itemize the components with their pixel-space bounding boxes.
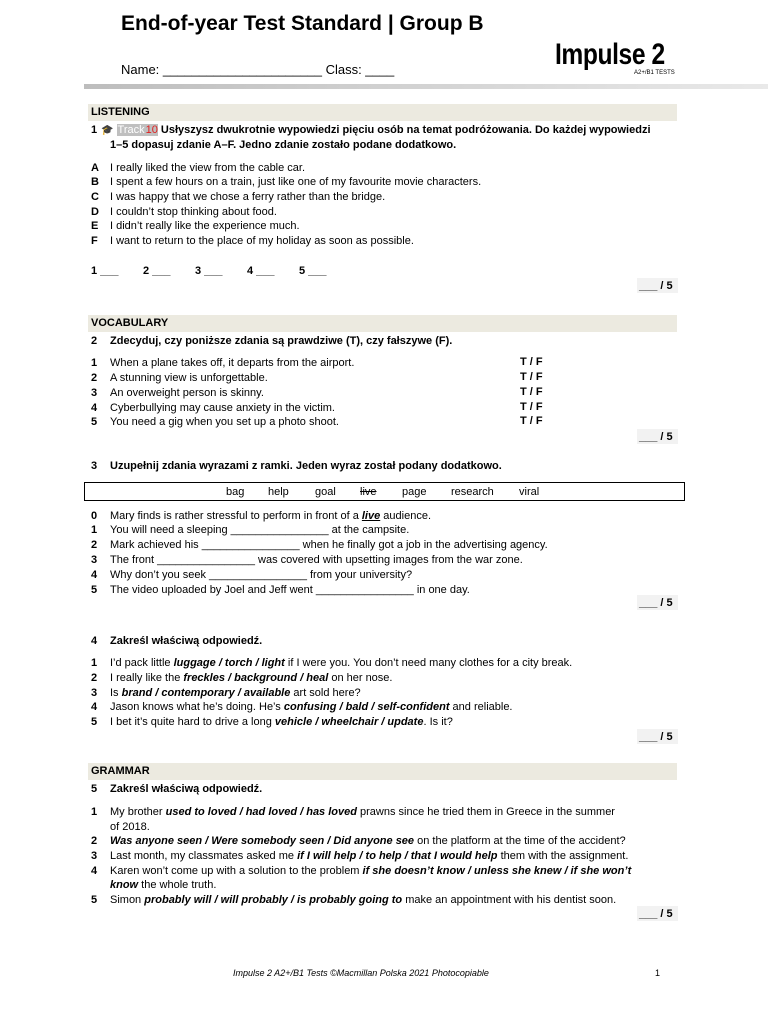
exercise-3-instruction: Uzupełnij zdania wyrazami z ramki. Jeden wyraz został podany dodatkowo. [110, 460, 502, 472]
impulse-logo: Impulse 2 [555, 38, 665, 71]
section-label: VOCABULARY [91, 317, 169, 329]
footer-series: Impulse 2 A2+/B1 Tests [233, 968, 328, 978]
word-box [84, 482, 685, 501]
sentence-end: them with the assignment. [497, 850, 629, 862]
name-class-line: Name: ______________________ Class: ____ [121, 62, 395, 77]
item-number: 1 [91, 524, 98, 536]
section-grammar [88, 763, 677, 780]
footer-credit [233, 968, 489, 978]
choice-sentence [110, 671, 392, 685]
item-number: 4 [91, 569, 98, 581]
option-letter: A [91, 162, 99, 174]
choice-sentence [110, 834, 626, 848]
option-text: I spent a few hours on a train, just like one of my favourite movie characters. [110, 176, 482, 188]
option-text: I want to return to the place of my holiday as soon as possible. [110, 235, 414, 247]
word-option: page [402, 486, 427, 498]
exercise-number: 1 [91, 124, 98, 136]
gap-sentence[interactable]: You will need a sleeping ________________ at the campsite. [110, 524, 410, 536]
sentence-start: Karen won’t come up with a solution to the problem [110, 865, 363, 877]
word-option: goal [315, 486, 336, 498]
item-number: 2 [91, 539, 98, 551]
choice-sentence [110, 864, 631, 878]
answer-blank[interactable]: 1 ___ [91, 265, 119, 277]
tf-choice[interactable]: T / F [520, 356, 543, 368]
tf-choice[interactable]: T / F [520, 371, 543, 383]
sentence-end: and reliable. [449, 701, 513, 713]
example-answer: live [361, 510, 381, 522]
choice-options[interactable]: brand / contemporary / available [121, 687, 291, 699]
item-number: 3 [91, 554, 98, 566]
choice-options[interactable]: confusing / bald / self-confident [283, 701, 450, 713]
gap-sentence[interactable]: The video uploaded by Joel and Jeff went ________________ in one day. [110, 584, 470, 596]
item-number: 2 [91, 835, 98, 847]
option-text: I really liked the view from the cable car. [110, 162, 306, 174]
exercise-number: 4 [91, 635, 98, 647]
word-option: bag [226, 486, 245, 498]
choice-options[interactable]: if I will help / to help / that I would help [297, 850, 498, 862]
choice-sentence [110, 893, 616, 907]
option-letter: E [91, 220, 99, 232]
exercise-2-instruction: Zdecyduj, czy poniższe zdania są prawdziwe (T), czy fałszywe (F). [110, 335, 453, 347]
sentence-end: on her nose. [328, 672, 393, 684]
item-number: 1 [91, 657, 98, 669]
choice-sentence [110, 805, 615, 819]
instruction-line-1: Usłyszysz dwukrotnie wypowiedzi pięciu osób na temat podróżowania. Do każdej wypowiedzi [160, 124, 651, 136]
choice-options-continued[interactable]: know [110, 879, 139, 891]
sentence-continuation: of 2018. [110, 821, 150, 833]
mortarboard-icon: 🎓 [101, 125, 114, 136]
exercise-number: 2 [91, 335, 98, 347]
example-sentence [110, 509, 431, 523]
option-text: I didn’t really like the experience much. [110, 220, 300, 232]
gap-sentence[interactable]: Mark achieved his ________________ when he finally got a job in the advertising agency. [110, 539, 548, 551]
tf-sentence: A stunning view is unforgettable. [110, 372, 268, 384]
choice-sentence [110, 700, 513, 714]
sentence-end: art sold here? [290, 687, 361, 699]
sentence-end: make an appointment with his dentist soon. [402, 894, 617, 906]
track-label: Track [117, 124, 145, 136]
section-label: LISTENING [91, 106, 150, 118]
item-number: 3 [91, 850, 98, 862]
item-number: 1 [91, 806, 98, 818]
sentence-start: Last month, my classmates asked me [110, 850, 298, 862]
choice-sentence [110, 656, 572, 670]
logo-subtitle: A2+/B1 TESTS [634, 70, 675, 76]
item-number: 5 [91, 894, 98, 906]
sentence-start: Mary finds is rather stressful to perform in front of a [110, 510, 362, 522]
gap-sentence[interactable]: The front ________________ was covered with upsetting images from the war zone. [110, 554, 523, 566]
track-number: 10 [145, 124, 158, 136]
item-number: 4 [91, 865, 98, 877]
score-box[interactable]: ___ / 5 [639, 597, 673, 609]
sentence-end: if I were you. You don’t need many clothes for a city break. [284, 657, 573, 669]
section-label: GRAMMAR [91, 765, 150, 777]
choice-options[interactable]: Was anyone seen / Were somebody seen / Did anyone see [110, 835, 415, 847]
exercise-4-instruction: Zakreśl właściwą odpowiedź. [110, 635, 263, 647]
word-option: help [268, 486, 289, 498]
choice-options[interactable]: luggage / torch / light [173, 657, 285, 669]
tf-choice[interactable]: T / F [520, 386, 543, 398]
choice-options[interactable]: probably will / will probably / is probably going to [144, 894, 403, 906]
option-text: I couldn’t stop thinking about food. [110, 206, 277, 218]
score-box[interactable]: ___ / 5 [639, 908, 673, 920]
sentence-start: Simon [110, 894, 145, 906]
item-number: 4 [91, 402, 98, 414]
header-divider [84, 84, 768, 89]
choice-sentence [110, 849, 628, 863]
option-letter: B [91, 176, 99, 188]
answer-blank[interactable]: 2 ___ [143, 265, 171, 277]
sentence-start: Is [110, 687, 122, 699]
answer-blank[interactable]: 4 ___ [247, 265, 275, 277]
section-vocabulary [88, 315, 677, 332]
page-title: End-of-year Test Standard | Group B [121, 12, 484, 35]
tf-choice[interactable]: T / F [520, 401, 543, 413]
item-number: 1 [91, 357, 98, 369]
answer-blank[interactable]: 3 ___ [195, 265, 223, 277]
item-number: 2 [91, 672, 98, 684]
item-number: 2 [91, 372, 98, 384]
choice-options[interactable]: if she doesn’t know / unless she knew / if she won’t [362, 865, 632, 877]
instruction-line-2: 1–5 dopasuj zdanie A–F. Jedno zdanie zostało podane dodatkowo. [110, 139, 457, 151]
section-listening [88, 104, 677, 121]
item-number: 3 [91, 687, 98, 699]
choice-sentence [110, 715, 453, 729]
exercise-number: 5 [91, 783, 98, 795]
sentence-start: I’d pack little [110, 657, 174, 669]
word-option: viral [519, 486, 540, 498]
exercise-1-instruction [101, 123, 651, 138]
tf-choice[interactable]: T / F [520, 415, 543, 427]
sentence-end: audience. [380, 510, 431, 522]
choice-options[interactable]: freckles / background / heal [183, 672, 329, 684]
tf-sentence: When a plane takes off, it departs from the airport. [110, 357, 355, 369]
sentence-continuation [110, 878, 216, 892]
footer-copyright: ©Macmillan Polska 2021 Photocopiable [327, 968, 489, 978]
item-number: 5 [91, 416, 98, 428]
option-letter: C [91, 191, 99, 203]
item-number: 5 [91, 584, 98, 596]
score-box[interactable]: ___ / 5 [639, 431, 673, 443]
choice-options[interactable]: vehicle / wheelchair / update [274, 716, 424, 728]
sentence-end: on the platform at the time of the accident? [414, 835, 626, 847]
gap-sentence[interactable]: Why don’t you seek ________________ from your university? [110, 569, 413, 581]
score-box[interactable]: ___ / 5 [639, 731, 673, 743]
page-number: 1 [655, 968, 661, 978]
option-letter: D [91, 206, 99, 218]
item-number: 3 [91, 387, 98, 399]
score-box[interactable]: ___ / 5 [639, 280, 673, 292]
exercise-5-instruction: Zakreśl właściwą odpowiedź. [110, 783, 263, 795]
word-option: research [451, 486, 494, 498]
option-letter: F [91, 235, 98, 247]
choice-options[interactable]: used to loved / had loved / has loved [165, 806, 357, 818]
sentence-start: My brother [110, 806, 166, 818]
sentence-end: . Is it? [423, 716, 453, 728]
sentence-start: I bet it’s quite hard to drive a long [110, 716, 275, 728]
sentence-start: I really like the [110, 672, 184, 684]
sentence-end: prawns since he tried them in Greece in the summer [356, 806, 615, 818]
tf-sentence: You need a gig when you set up a photo shoot. [110, 416, 339, 428]
word-option-used: live [360, 486, 377, 498]
sentence-start: Jason knows what he’s doing. He’s [110, 701, 284, 713]
tf-sentence: Cyberbullying may cause anxiety in the victim. [110, 402, 335, 414]
exercise-number: 3 [91, 460, 98, 472]
tf-sentence: An overweight person is skinny. [110, 387, 264, 399]
choice-sentence [110, 686, 361, 700]
sentence-end: the whole truth. [138, 879, 217, 891]
item-number: 0 [91, 510, 98, 522]
answer-blank[interactable]: 5 ___ [299, 265, 327, 277]
item-number: 5 [91, 716, 98, 728]
item-number: 4 [91, 701, 98, 713]
option-text: I was happy that we chose a ferry rather than the bridge. [110, 191, 386, 203]
